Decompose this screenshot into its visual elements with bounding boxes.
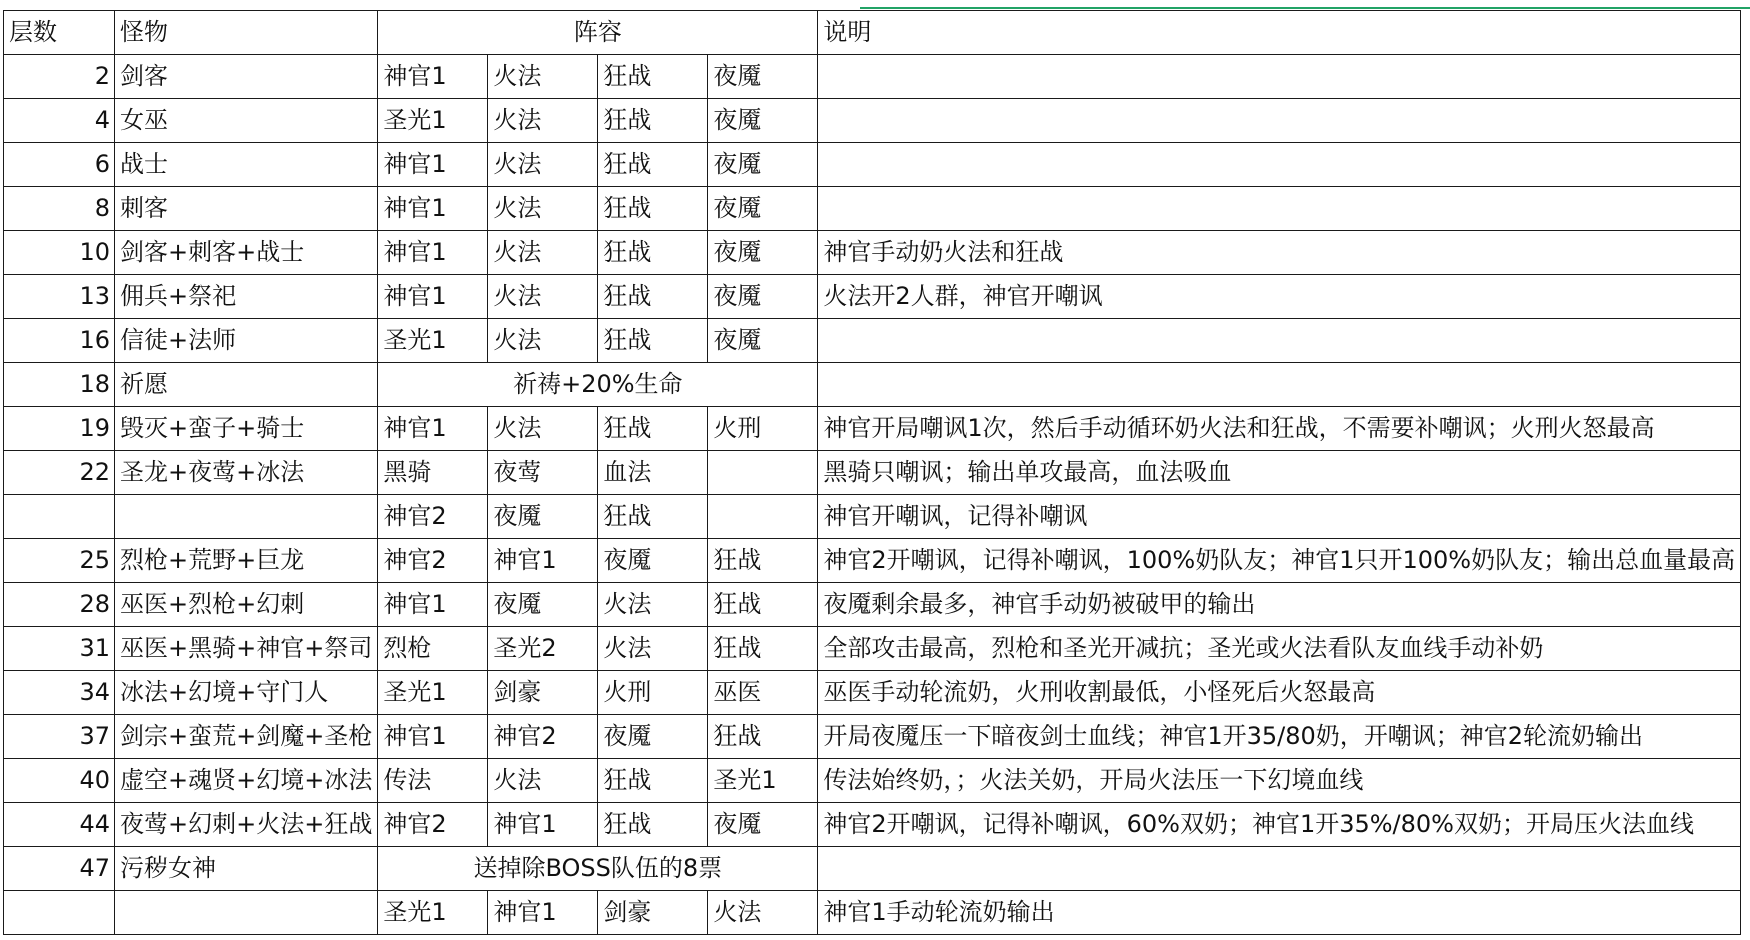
table-row — [4, 583, 1741, 627]
floor-cell[interactable]: 8 — [4, 187, 115, 231]
floor-cell[interactable]: 40 — [4, 759, 115, 803]
team-member-cell[interactable] — [708, 451, 818, 495]
team-member-cell[interactable]: 夜魇 — [708, 143, 818, 187]
team-member-cell[interactable]: 狂战 — [598, 275, 708, 319]
team-member-cell[interactable]: 夜魇 — [598, 539, 708, 583]
note-cell[interactable]: 巫医手动轮流奶，火刑收割最低，小怪死后火怒最高 — [818, 671, 1741, 715]
note-cell[interactable]: 传法始终奶，；火法关奶，开局火法压一下幻境血线 — [818, 759, 1741, 803]
table-row — [4, 99, 1741, 143]
team-member-cell[interactable]: 狂战 — [598, 319, 708, 363]
monster-cell[interactable]: 女巫 — [115, 99, 378, 143]
active-column-accent — [860, 7, 1750, 9]
note-cell[interactable] — [818, 847, 1741, 891]
monster-cell[interactable] — [115, 891, 378, 935]
team-member-cell[interactable]: 夜魇 — [708, 231, 818, 275]
monster-cell[interactable]: 圣龙+夜莺+冰法 — [115, 451, 378, 495]
monster-cell[interactable]: 剑宗+蛮荒+剑魔+圣枪 — [115, 715, 378, 759]
header-note[interactable]: 说明 — [818, 11, 1741, 55]
team-member-cell[interactable]: 火法 — [598, 627, 708, 671]
team-member-cell[interactable]: 圣光1 — [378, 891, 488, 935]
note-cell[interactable] — [818, 363, 1741, 407]
team-member-cell[interactable]: 夜魇 — [708, 99, 818, 143]
note-cell[interactable] — [818, 143, 1741, 187]
team-member-cell[interactable]: 狂战 — [708, 715, 818, 759]
team-member-cell[interactable]: 火法 — [488, 143, 598, 187]
note-cell[interactable]: 神官2开嘲讽，记得补嘲讽，100%奶队友；神官1只开100%奶队友；输出总血量最高 — [818, 539, 1741, 583]
team-member-cell[interactable]: 神官1 — [378, 583, 488, 627]
floor-cell[interactable]: 16 — [4, 319, 115, 363]
table-row — [4, 187, 1741, 231]
team-member-cell[interactable]: 狂战 — [708, 583, 818, 627]
team-member-cell[interactable]: 神官1 — [378, 407, 488, 451]
team-member-cell[interactable]: 剑豪 — [488, 671, 598, 715]
table-row — [4, 275, 1741, 319]
team-member-cell[interactable]: 夜魇 — [708, 55, 818, 99]
note-cell[interactable]: 全部攻击最高，烈枪和圣光开减抗；圣光或火法看队友血线手动补奶 — [818, 627, 1741, 671]
team-member-cell[interactable]: 狂战 — [598, 407, 708, 451]
floor-cell[interactable]: 37 — [4, 715, 115, 759]
table-row — [4, 143, 1741, 187]
team-member-cell[interactable]: 神官2 — [378, 495, 488, 539]
team-member-cell[interactable]: 狂战 — [708, 627, 818, 671]
note-cell[interactable]: 黑骑只嘲讽；输出单攻最高，血法吸血 — [818, 451, 1741, 495]
monster-cell[interactable]: 污秽女神 — [115, 847, 378, 891]
note-cell[interactable] — [818, 55, 1741, 99]
floor-cell[interactable]: 19 — [4, 407, 115, 451]
team-member-cell[interactable]: 圣光1 — [378, 99, 488, 143]
team-member-cell[interactable]: 火法 — [488, 407, 598, 451]
monster-cell[interactable]: 佣兵+祭祀 — [115, 275, 378, 319]
note-cell[interactable]: 开局夜魇压一下暗夜剑士血线；神官1开35/80奶，开嘲讽；神官2轮流奶输出 — [818, 715, 1741, 759]
team-member-cell[interactable]: 神官2 — [378, 803, 488, 847]
team-member-cell[interactable]: 夜魇 — [598, 715, 708, 759]
table-row — [4, 55, 1741, 99]
team-member-cell[interactable]: 剑豪 — [598, 891, 708, 935]
team-member-cell[interactable]: 夜魇 — [708, 319, 818, 363]
monster-cell[interactable]: 剑客 — [115, 55, 378, 99]
table-row — [4, 495, 1741, 539]
floor-cell[interactable]: 28 — [4, 583, 115, 627]
team-member-cell[interactable]: 神官2 — [488, 715, 598, 759]
table-row — [4, 847, 1741, 891]
table-row — [4, 407, 1741, 451]
team-member-cell[interactable]: 黑骑 — [378, 451, 488, 495]
team-member-cell[interactable]: 神官1 — [488, 803, 598, 847]
team-member-cell[interactable]: 巫医 — [708, 671, 818, 715]
team-member-cell[interactable]: 神官1 — [378, 715, 488, 759]
team-member-cell[interactable]: 血法 — [598, 451, 708, 495]
monster-cell[interactable]: 剑客+刺客+战士 — [115, 231, 378, 275]
note-cell[interactable]: 神官开局嘲讽1次，然后手动循环奶火法和狂战，不需要补嘲讽；火刑火怒最高 — [818, 407, 1741, 451]
team-member-cell[interactable]: 传法 — [378, 759, 488, 803]
team-member-cell[interactable]: 火法 — [488, 187, 598, 231]
team-member-cell[interactable]: 火法 — [488, 319, 598, 363]
team-member-cell[interactable]: 火法 — [488, 759, 598, 803]
team-member-cell[interactable]: 神官1 — [378, 143, 488, 187]
team-member-cell[interactable]: 狂战 — [598, 803, 708, 847]
team-member-cell[interactable]: 狂战 — [598, 99, 708, 143]
note-cell[interactable] — [818, 187, 1741, 231]
team-member-cell[interactable]: 圣光1 — [378, 319, 488, 363]
floor-cell[interactable]: 31 — [4, 627, 115, 671]
floor-cell[interactable] — [4, 891, 115, 935]
monster-cell[interactable]: 战士 — [115, 143, 378, 187]
team-member-cell[interactable]: 圣光1 — [378, 671, 488, 715]
team-member-cell[interactable]: 神官1 — [378, 275, 488, 319]
monster-cell[interactable]: 信徒+法师 — [115, 319, 378, 363]
floor-cell[interactable]: 2 — [4, 55, 115, 99]
team-member-cell[interactable]: 夜魇 — [708, 803, 818, 847]
team-member-cell[interactable]: 夜魇 — [488, 583, 598, 627]
floor-cell[interactable]: 13 — [4, 275, 115, 319]
team-member-cell[interactable]: 狂战 — [598, 187, 708, 231]
floor-cell[interactable]: 4 — [4, 99, 115, 143]
floor-cell[interactable]: 25 — [4, 539, 115, 583]
team-member-cell[interactable]: 神官2 — [378, 539, 488, 583]
team-member-cell[interactable] — [708, 495, 818, 539]
table-row — [4, 891, 1741, 935]
table-row — [4, 759, 1741, 803]
team-member-cell[interactable]: 火刑 — [598, 671, 708, 715]
lineup-merged-cell[interactable]: 祈祷+20%生命 — [378, 363, 818, 407]
monster-cell[interactable]: 刺客 — [115, 187, 378, 231]
floor-cell[interactable]: 44 — [4, 803, 115, 847]
team-member-cell[interactable]: 狂战 — [598, 495, 708, 539]
team-member-cell[interactable]: 狂战 — [598, 231, 708, 275]
monster-cell[interactable] — [115, 495, 378, 539]
note-cell[interactable]: 神官2开嘲讽，记得补嘲讽，60%双奶；神官1开35%/80%双奶；开局压火法血线 — [818, 803, 1741, 847]
monster-cell[interactable]: 祈愿 — [115, 363, 378, 407]
team-member-cell[interactable]: 狂战 — [598, 143, 708, 187]
floor-cell[interactable]: 47 — [4, 847, 115, 891]
lineup-merged-cell[interactable]: 送掉除BOSS队伍的8票 — [378, 847, 818, 891]
header-lineup[interactable]: 阵容 — [378, 11, 818, 55]
monster-cell[interactable]: 巫医+黑骑+神官+祭司 — [115, 627, 378, 671]
floor-cell[interactable] — [4, 495, 115, 539]
note-cell[interactable]: 夜魇剩余最多，神官手动奶被破甲的输出 — [818, 583, 1741, 627]
team-member-cell[interactable]: 火刑 — [708, 407, 818, 451]
monster-cell[interactable]: 巫医+烈枪+幻刺 — [115, 583, 378, 627]
team-member-cell[interactable]: 夜魇 — [488, 495, 598, 539]
table-row — [4, 627, 1741, 671]
team-member-cell[interactable]: 神官1 — [378, 231, 488, 275]
team-member-cell[interactable]: 烈枪 — [378, 627, 488, 671]
table-row — [4, 539, 1741, 583]
table-row — [4, 803, 1741, 847]
team-member-cell[interactable]: 神官1 — [378, 187, 488, 231]
team-member-cell[interactable]: 火法 — [488, 275, 598, 319]
table-row — [4, 231, 1741, 275]
team-member-cell[interactable]: 火法 — [488, 99, 598, 143]
team-member-cell[interactable]: 神官1 — [488, 891, 598, 935]
team-member-cell[interactable]: 火法 — [708, 891, 818, 935]
team-member-cell[interactable]: 火法 — [488, 231, 598, 275]
monster-cell[interactable]: 毁灭+蛮子+骑士 — [115, 407, 378, 451]
monster-cell[interactable]: 冰法+幻境+守门人 — [115, 671, 378, 715]
strategy-table — [3, 10, 1741, 935]
table-row — [4, 319, 1741, 363]
note-cell[interactable]: 火法开2人群，神官开嘲讽 — [818, 275, 1741, 319]
table-row — [4, 715, 1741, 759]
team-member-cell[interactable]: 狂战 — [598, 759, 708, 803]
note-cell[interactable] — [818, 99, 1741, 143]
monster-cell[interactable]: 虚空+魂贤+幻境+冰法 — [115, 759, 378, 803]
note-cell[interactable] — [818, 319, 1741, 363]
header-floor[interactable]: 层数 — [4, 11, 115, 55]
floor-cell[interactable]: 34 — [4, 671, 115, 715]
floor-cell[interactable]: 6 — [4, 143, 115, 187]
team-member-cell[interactable]: 火法 — [488, 55, 598, 99]
floor-cell[interactable]: 10 — [4, 231, 115, 275]
floor-cell[interactable]: 18 — [4, 363, 115, 407]
team-member-cell[interactable]: 夜魇 — [708, 187, 818, 231]
header-row — [4, 11, 1741, 55]
header-monster[interactable]: 怪物 — [115, 11, 378, 55]
note-cell[interactable]: 神官手动奶火法和狂战 — [818, 231, 1741, 275]
team-member-cell[interactable]: 圣光2 — [488, 627, 598, 671]
table-row — [4, 671, 1741, 715]
team-member-cell[interactable]: 狂战 — [598, 55, 708, 99]
table-row — [4, 363, 1741, 407]
team-member-cell[interactable]: 神官1 — [378, 55, 488, 99]
team-member-cell[interactable]: 圣光1 — [708, 759, 818, 803]
team-member-cell[interactable]: 狂战 — [708, 539, 818, 583]
team-member-cell[interactable]: 夜魇 — [708, 275, 818, 319]
note-cell[interactable]: 神官开嘲讽，记得补嘲讽 — [818, 495, 1741, 539]
team-member-cell[interactable]: 火法 — [598, 583, 708, 627]
team-member-cell[interactable]: 神官1 — [488, 539, 598, 583]
monster-cell[interactable]: 烈枪+荒野+巨龙 — [115, 539, 378, 583]
team-member-cell[interactable]: 夜莺 — [488, 451, 598, 495]
table-row — [4, 451, 1741, 495]
floor-cell[interactable]: 22 — [4, 451, 115, 495]
monster-cell[interactable]: 夜莺+幻刺+火法+狂战 — [115, 803, 378, 847]
note-cell[interactable]: 神官1手动轮流奶输出 — [818, 891, 1741, 935]
